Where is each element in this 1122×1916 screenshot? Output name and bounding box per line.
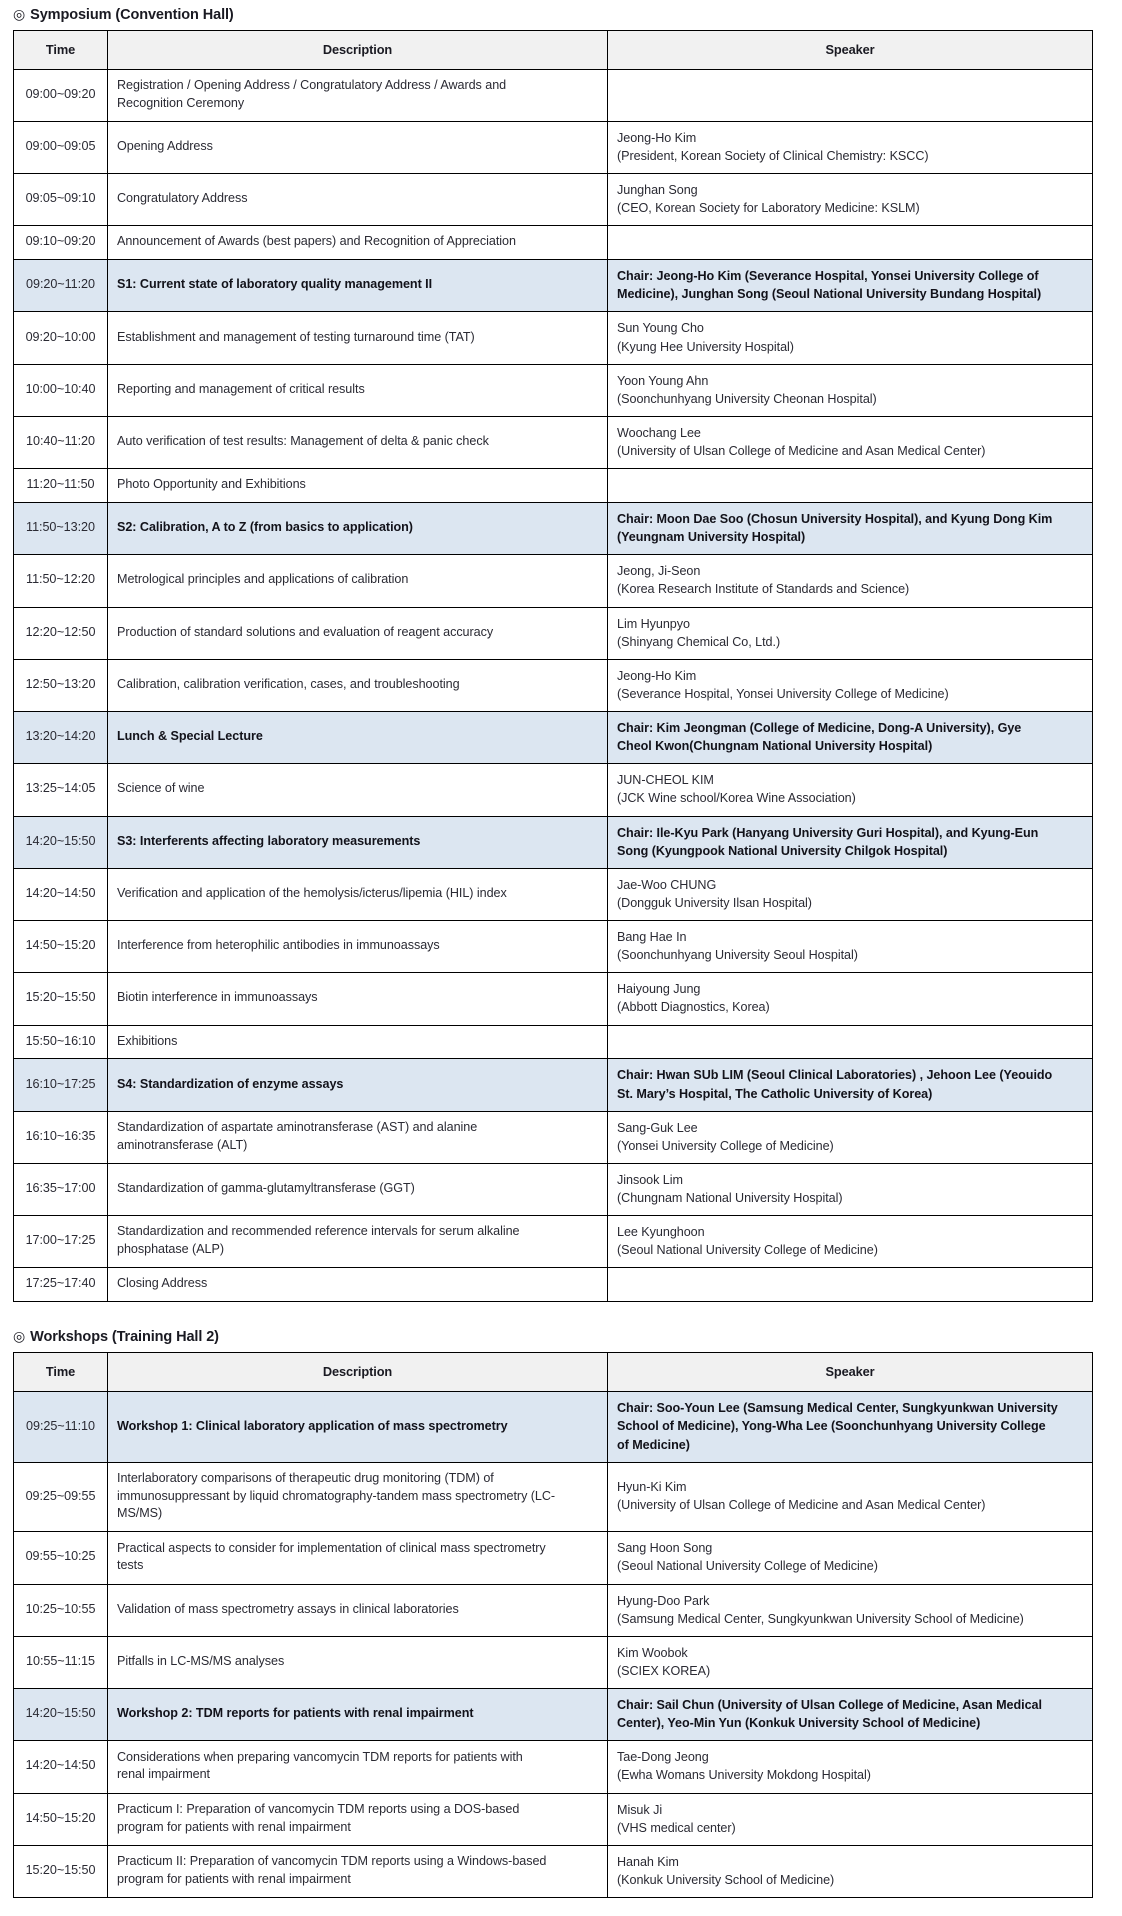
speaker-line: (Shinyang Chemical Co, Ltd.) xyxy=(617,634,781,649)
speaker-line: Kim Woobok xyxy=(617,1645,688,1660)
description-line: Pitfalls in LC-MS/MS analyses xyxy=(117,1653,285,1668)
cell-time: 11:50~13:20 xyxy=(14,503,108,555)
description-line: Workshop 1: Clinical laboratory application of mass spectrometry xyxy=(117,1418,508,1433)
table-row xyxy=(14,70,1093,122)
table-row xyxy=(14,1741,1093,1793)
bullseye-icon: ◎ xyxy=(13,6,26,22)
page-bottom-spacer xyxy=(13,1898,1109,1916)
speaker-line: Medicine), Junghan Song (Seoul National University Bundang Hospital) xyxy=(617,287,1042,302)
speaker-line: (Soonchunhyang University Cheonan Hospital) xyxy=(617,391,877,406)
cell-description xyxy=(108,503,608,555)
cell-time: 10:00~10:40 xyxy=(14,364,108,416)
description-line: Closing Address xyxy=(117,1276,208,1291)
speaker-line: Haiyoung Jung xyxy=(617,982,701,997)
speaker-line: (Yeungnam University Hospital) xyxy=(617,530,806,545)
table-row xyxy=(14,555,1093,607)
speaker-line: Chair: Jeong-Ho Kim (Severance Hospital, Yonsei University College of xyxy=(617,269,1039,284)
description-line: Standardization and recommended reference intervals for serum alkaline xyxy=(117,1224,520,1239)
speaker-line: Jeong, Ji-Seon xyxy=(617,564,701,579)
cell-speaker xyxy=(608,1216,1093,1268)
speaker-line: School of Medicine), Yong-Wha Lee (Soonchunhyang University College xyxy=(617,1419,1046,1434)
speaker-line: Bang Hae In xyxy=(617,930,687,944)
cell-speaker xyxy=(608,416,1093,468)
cell-description xyxy=(108,973,608,1025)
cell-speaker xyxy=(608,1163,1093,1215)
table-row xyxy=(14,659,1093,711)
cell-speaker xyxy=(608,1059,1093,1111)
speaker-line: (Severance Hospital, Yonsei University College of Medicine) xyxy=(617,686,949,701)
cell-description xyxy=(108,70,608,122)
description-line: Exhibitions xyxy=(117,1033,178,1048)
description-line: Establishment and management of testing turnaround time (TAT) xyxy=(117,329,475,344)
cell-time: 14:50~15:20 xyxy=(14,1793,108,1845)
cell-time: 14:20~14:50 xyxy=(14,1741,108,1793)
column-header-speaker: Speaker xyxy=(608,31,1093,70)
cell-speaker xyxy=(608,312,1093,364)
description-line: Considerations when preparing vancomycin TDM reports for patients with xyxy=(117,1749,523,1764)
speaker-line: Chair: Sail Chun (University of Ulsan College of Medicine, Asan Medical xyxy=(617,1698,1042,1712)
cell-time: 14:20~15:50 xyxy=(14,1689,108,1741)
cell-description xyxy=(108,1163,608,1215)
cell-description xyxy=(108,659,608,711)
cell-time: 14:50~15:20 xyxy=(14,921,108,973)
description-line: Calibration, calibration verification, cases, and troubleshooting xyxy=(117,676,460,691)
cell-description xyxy=(108,1845,608,1897)
description-line: Recognition Ceremony xyxy=(117,95,245,110)
description-line: Announcement of Awards (best papers) and Recognition of Appreciation xyxy=(117,234,516,249)
cell-speaker xyxy=(608,174,1093,226)
speaker-line: (Seoul National University College of Medicine) xyxy=(617,1559,878,1574)
cell-speaker xyxy=(608,1845,1093,1897)
cell-speaker xyxy=(608,1532,1093,1584)
description-line: Validation of mass spectrometry assays in clinical laboratories xyxy=(117,1601,459,1616)
cell-time: 09:00~09:20 xyxy=(14,70,108,122)
cell-speaker xyxy=(608,226,1093,260)
cell-time: 14:20~15:50 xyxy=(14,816,108,868)
speaker-line: Sang-Guk Lee xyxy=(617,1120,698,1135)
cell-time: 09:00~09:05 xyxy=(14,121,108,173)
cell-speaker xyxy=(608,1462,1093,1532)
description-line: Standardization of aspartate aminotransferase (AST) and alanine xyxy=(117,1119,478,1134)
speaker-line: St. Mary’s Hospital, The Catholic University of Korea) xyxy=(617,1086,933,1101)
cell-speaker xyxy=(608,1268,1093,1302)
table-row xyxy=(14,1216,1093,1268)
column-header-description: Description xyxy=(108,1353,608,1392)
cell-description xyxy=(108,868,608,920)
speaker-line: Jeong-Ho Kim xyxy=(617,130,697,145)
table-row xyxy=(14,416,1093,468)
description-line: Workshop 2: TDM reports for patients with renal impairment xyxy=(117,1706,474,1721)
speaker-line: Center), Yeo-Min Yun (Konkuk University School of Medicine) xyxy=(617,1716,981,1731)
table-row xyxy=(14,1268,1093,1302)
cell-speaker xyxy=(608,121,1093,173)
description-line: Practicum I: Preparation of vancomycin TDM reports using a DOS-based xyxy=(117,1801,520,1816)
description-line: S2: Calibration, A to Z (from basics to application) xyxy=(117,520,413,535)
cell-time: 11:50~12:20 xyxy=(14,555,108,607)
session-header-row xyxy=(14,816,1093,868)
cell-time: 17:00~17:25 xyxy=(14,1216,108,1268)
speaker-line: (Samsung Medical Center, Sungkyunkwan University School of Medicine) xyxy=(617,1611,1024,1626)
table-row xyxy=(14,1845,1093,1897)
column-header-description: Description xyxy=(108,31,608,70)
table-row xyxy=(14,1025,1093,1059)
description-line: Auto verification of test results: Management of delta & panic check xyxy=(117,434,489,449)
cell-time: 09:55~10:25 xyxy=(14,1532,108,1584)
cell-speaker xyxy=(608,503,1093,555)
cell-time: 09:10~09:20 xyxy=(14,226,108,260)
cell-time: 16:10~17:25 xyxy=(14,1059,108,1111)
cell-speaker xyxy=(608,1584,1093,1636)
table-row xyxy=(14,973,1093,1025)
cell-speaker xyxy=(608,659,1093,711)
table-row xyxy=(14,921,1093,973)
description-line: Registration / Opening Address / Congratulatory Address / Awards and xyxy=(117,78,507,92)
table-row xyxy=(14,226,1093,260)
speaker-line: Hyung-Doo Park xyxy=(617,1593,710,1608)
table-header-row xyxy=(14,31,1093,70)
speaker-line: (University of Ulsan College of Medicine and Asan Medical Center) xyxy=(617,444,986,458)
section-title-label: Workshops (Training Hall 2) xyxy=(30,1329,219,1346)
description-line: Interlaboratory comparisons of therapeutic drug monitoring (TDM) of xyxy=(117,1470,494,1485)
table-row xyxy=(14,1793,1093,1845)
schedule-table xyxy=(13,30,1093,1302)
cell-time: 10:25~10:55 xyxy=(14,1584,108,1636)
table-row xyxy=(14,364,1093,416)
cell-speaker xyxy=(608,607,1093,659)
speaker-line: (Ewha Womans University Mokdong Hospital) xyxy=(617,1768,871,1783)
cell-time: 15:20~15:50 xyxy=(14,973,108,1025)
table-row xyxy=(14,312,1093,364)
cell-time: 13:25~14:05 xyxy=(14,764,108,816)
description-line: Lunch & Special Lecture xyxy=(117,729,263,744)
cell-speaker xyxy=(608,555,1093,607)
description-line: MS/MS) xyxy=(117,1506,163,1521)
cell-time: 17:25~17:40 xyxy=(14,1268,108,1302)
cell-description xyxy=(108,469,608,503)
table-row xyxy=(14,1532,1093,1584)
table-row xyxy=(14,764,1093,816)
description-line: program for patients with renal impairment xyxy=(117,1871,351,1886)
description-line: Practicum II: Preparation of vancomycin TDM reports using a Windows-based xyxy=(117,1854,547,1868)
table-row xyxy=(14,1163,1093,1215)
speaker-line: Chair: Ile-Kyu Park (Hanyang University Guri Hospital), and Kyung-Eun xyxy=(617,825,1039,840)
speaker-line: Jae-Woo CHUNG xyxy=(617,877,717,892)
description-line: Metrological principles and applications of calibration xyxy=(117,572,409,587)
speaker-line: Song (Kyungpook National University Chilgok Hospital) xyxy=(617,843,948,858)
session-header-row xyxy=(14,260,1093,312)
description-line: Photo Opportunity and Exhibitions xyxy=(117,477,306,492)
cell-speaker xyxy=(608,1793,1093,1845)
speaker-line: Cheol Kwon(Chungnam National University Hospital) xyxy=(617,739,933,754)
description-line: S1: Current state of laboratory quality management II xyxy=(117,277,433,292)
section-title xyxy=(13,1328,1109,1352)
speaker-line: Lee Kyunghoon xyxy=(617,1225,705,1240)
cell-speaker xyxy=(608,1689,1093,1741)
cell-description xyxy=(108,226,608,260)
speaker-line: Hanah Kim xyxy=(617,1854,679,1869)
speaker-line: Sun Young Cho xyxy=(617,321,704,336)
table-row xyxy=(14,1584,1093,1636)
cell-description xyxy=(108,607,608,659)
cell-description xyxy=(108,921,608,973)
table-row xyxy=(14,607,1093,659)
speaker-line: (CEO, Korean Society for Laboratory Medicine: KSLM) xyxy=(617,201,920,216)
cell-description xyxy=(108,1268,608,1302)
cell-description xyxy=(108,1689,608,1741)
description-line: immunosuppressant by liquid chromatography-tandem mass spectrometry (LC- xyxy=(117,1488,556,1503)
cell-description xyxy=(108,1059,608,1111)
description-line: S3: Interferents affecting laboratory measurements xyxy=(117,833,421,848)
description-line: Congratulatory Address xyxy=(117,191,248,206)
description-line: Interference from heterophilic antibodies in immunoassays xyxy=(117,938,440,953)
description-line: Practical aspects to consider for implementation of clinical mass spectrometry xyxy=(117,1540,546,1555)
cell-time: 16:35~17:00 xyxy=(14,1163,108,1215)
speaker-line: Chair: Soo-Youn Lee (Samsung Medical Center, Sungkyunkwan University xyxy=(617,1401,1058,1416)
table-header-row xyxy=(14,1353,1093,1392)
cell-speaker xyxy=(608,816,1093,868)
cell-description xyxy=(108,1584,608,1636)
cell-description xyxy=(108,555,608,607)
cell-speaker xyxy=(608,1111,1093,1163)
cell-speaker xyxy=(608,1741,1093,1793)
speaker-line: Yoon Young Ahn xyxy=(617,373,709,388)
speaker-line: Junghan Song xyxy=(617,183,698,197)
speaker-line: Tae-Dong Jeong xyxy=(617,1750,709,1765)
speaker-line: (JCK Wine school/Korea Wine Association) xyxy=(617,791,856,806)
table-row xyxy=(14,469,1093,503)
speaker-line: (Abbott Diagnostics, Korea) xyxy=(617,1000,770,1015)
speaker-line: Woochang Lee xyxy=(617,425,701,440)
cell-description xyxy=(108,1025,608,1059)
cell-time: 09:20~10:00 xyxy=(14,312,108,364)
cell-description xyxy=(108,816,608,868)
cell-description xyxy=(108,174,608,226)
speaker-line: JUN-CHEOL KIM xyxy=(617,773,714,788)
schedule-section xyxy=(13,1328,1109,1898)
speaker-line: (Konkuk University School of Medicine) xyxy=(617,1872,835,1887)
description-line: Standardization of gamma-glutamyltransferase (GGT) xyxy=(117,1181,415,1196)
cell-speaker xyxy=(608,921,1093,973)
cell-speaker xyxy=(608,764,1093,816)
cell-description xyxy=(108,1111,608,1163)
cell-speaker xyxy=(608,260,1093,312)
cell-time: 15:20~15:50 xyxy=(14,1845,108,1897)
cell-time: 09:20~11:20 xyxy=(14,260,108,312)
description-line: Opening Address xyxy=(117,138,213,153)
speaker-line: Jinsook Lim xyxy=(617,1172,683,1187)
description-line: Production of standard solutions and evaluation of reagent accuracy xyxy=(117,624,494,639)
speaker-line: (VHS medical center) xyxy=(617,1820,736,1835)
speaker-line: Misuk Ji xyxy=(617,1802,663,1817)
table-row xyxy=(14,121,1093,173)
cell-description xyxy=(108,1462,608,1532)
speaker-line: Lim Hyunpyo xyxy=(617,616,690,631)
cell-time: 16:10~16:35 xyxy=(14,1111,108,1163)
speaker-line: (President, Korean Society of Clinical Chemistry: KSCC) xyxy=(617,148,929,163)
cell-time: 14:20~14:50 xyxy=(14,868,108,920)
cell-description xyxy=(108,1741,608,1793)
speaker-line: (Kyung Hee University Hospital) xyxy=(617,339,794,354)
cell-description xyxy=(108,1532,608,1584)
cell-speaker xyxy=(608,868,1093,920)
cell-description xyxy=(108,764,608,816)
cell-speaker xyxy=(608,1636,1093,1688)
description-line: phosphatase (ALP) xyxy=(117,1242,224,1257)
table-row xyxy=(14,1636,1093,1688)
cell-time: 10:40~11:20 xyxy=(14,416,108,468)
column-header-time: Time xyxy=(14,1353,108,1392)
column-header-speaker: Speaker xyxy=(608,1353,1093,1392)
column-header-time: Time xyxy=(14,31,108,70)
cell-speaker xyxy=(608,1025,1093,1059)
cell-description xyxy=(108,312,608,364)
description-line: Verification and application of the hemolysis/icterus/lipemia (HIL) index xyxy=(117,885,507,900)
speaker-line: Sang Hoon Song xyxy=(617,1541,713,1556)
description-line: aminotransferase (ALT) xyxy=(117,1137,248,1152)
schedule-table xyxy=(13,1352,1093,1898)
sections-container xyxy=(13,6,1109,1898)
schedule-section xyxy=(13,6,1109,1302)
description-line: program for patients with renal impairment xyxy=(117,1819,351,1834)
cell-description xyxy=(108,416,608,468)
cell-time: 11:20~11:50 xyxy=(14,469,108,503)
description-line: Science of wine xyxy=(117,781,205,796)
bullseye-icon: ◎ xyxy=(13,1328,26,1345)
cell-time: 09:05~09:10 xyxy=(14,174,108,226)
speaker-line: Hyun-Ki Kim xyxy=(617,1480,687,1495)
description-line: renal impairment xyxy=(117,1767,210,1782)
cell-description xyxy=(108,1636,608,1688)
speaker-line: Chair: Kim Jeongman (College of Medicine, Dong-A University), Gye xyxy=(617,721,1022,735)
session-header-row xyxy=(14,1392,1093,1462)
speaker-line: Chair: Moon Dae Soo (Chosun University Hospital), and Kyung Dong Kim xyxy=(617,512,1053,526)
session-header-row xyxy=(14,503,1093,555)
table-row xyxy=(14,1462,1093,1532)
session-header-row xyxy=(14,712,1093,764)
description-line: tests xyxy=(117,1558,144,1573)
speaker-line: (Chungnam National University Hospital) xyxy=(617,1191,843,1205)
description-line: S4: Standardization of enzyme assays xyxy=(117,1076,344,1091)
speaker-line: (University of Ulsan College of Medicine and Asan Medical Center) xyxy=(617,1498,986,1513)
description-line: Biotin interference in immunoassays xyxy=(117,990,318,1005)
cell-description xyxy=(108,1793,608,1845)
section-title-label: Symposium (Convention Hall) xyxy=(30,7,234,23)
speaker-line: (Korea Research Institute of Standards and Science) xyxy=(617,582,910,597)
speaker-line: Chair: Hwan SUb LIM (Seoul Clinical Laboratories) , Jehoon Lee (Yeouido xyxy=(617,1068,1053,1083)
cell-description xyxy=(108,364,608,416)
cell-time: 15:50~16:10 xyxy=(14,1025,108,1059)
cell-time: 09:25~11:10 xyxy=(14,1392,108,1462)
description-line: Reporting and management of critical results xyxy=(117,381,365,396)
cell-speaker xyxy=(608,1392,1093,1462)
session-header-row xyxy=(14,1689,1093,1741)
section-title xyxy=(13,6,1109,30)
speaker-line: Jeong-Ho Kim xyxy=(617,668,697,683)
table-row xyxy=(14,174,1093,226)
cell-time: 12:20~12:50 xyxy=(14,607,108,659)
table-row xyxy=(14,1111,1093,1163)
cell-description xyxy=(108,121,608,173)
speaker-line: of Medicine) xyxy=(617,1437,690,1452)
cell-time: 13:20~14:20 xyxy=(14,712,108,764)
cell-speaker xyxy=(608,469,1093,503)
cell-time: 12:50~13:20 xyxy=(14,659,108,711)
cell-description xyxy=(108,712,608,764)
cell-description xyxy=(108,1392,608,1462)
cell-description xyxy=(108,260,608,312)
cell-speaker xyxy=(608,973,1093,1025)
cell-speaker xyxy=(608,70,1093,122)
speaker-line: (Soonchunhyang University Seoul Hospital) xyxy=(617,948,858,963)
speaker-line: (Dongguk University Ilsan Hospital) xyxy=(617,895,812,910)
table-row xyxy=(14,868,1093,920)
cell-speaker xyxy=(608,712,1093,764)
cell-speaker xyxy=(608,364,1093,416)
speaker-line: (SCIEX KOREA) xyxy=(617,1663,711,1678)
cell-time: 09:25~09:55 xyxy=(14,1462,108,1532)
speaker-line: (Seoul National University College of Medicine) xyxy=(617,1243,878,1258)
cell-time: 10:55~11:15 xyxy=(14,1636,108,1688)
cell-description xyxy=(108,1216,608,1268)
session-header-row xyxy=(14,1059,1093,1111)
speaker-line: (Yonsei University College of Medicine) xyxy=(617,1138,834,1153)
